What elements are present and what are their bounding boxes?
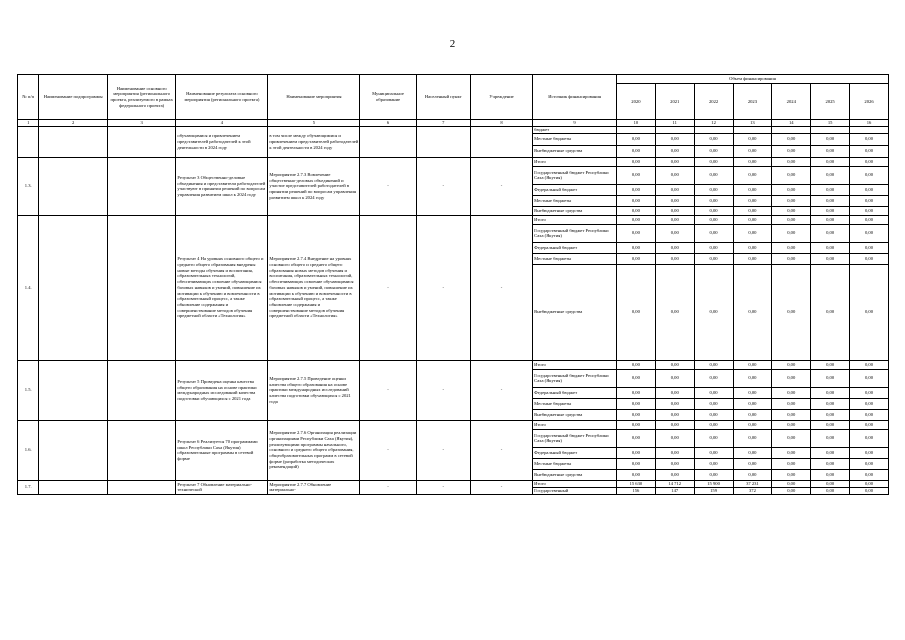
row-value: 0,00 xyxy=(811,469,850,480)
row-event: Мероприятие 2.7.7 Обновление материально- xyxy=(268,480,360,494)
row-value: 0,00 xyxy=(616,157,655,166)
row-source: Итого xyxy=(533,480,617,487)
row-value: 0,00 xyxy=(616,398,655,409)
row-value: 0,00 xyxy=(655,195,694,206)
row-event: Мероприятие 2.7.3 Вовлечение общественно-деловых объединений и участие представителей работодателей в принятии решений по вопросам управления развитием школ к 2024 году xyxy=(268,157,360,215)
row-main-event xyxy=(107,420,175,480)
row-value: 0,00 xyxy=(655,264,694,360)
header-result: Наименование результата основного мероприятия (регионального проекта) xyxy=(176,75,268,120)
column-number: 4 xyxy=(176,120,268,127)
row-source: Федеральный бюджет xyxy=(533,184,617,195)
row-event: Мероприятие 2.7.6 Организация реализации организациями Республики Саха (Якутия), реализующими программы начального, основного и среднего общего образования, общеобразовательных программ в сетевой форме (разработка методических рекомендаций) xyxy=(268,420,360,480)
row-institution: - xyxy=(470,360,532,420)
column-number: 14 xyxy=(772,120,811,127)
row-value: 0,00 xyxy=(811,184,850,195)
row-no: 1.7. xyxy=(18,480,39,494)
row-value: 0,00 xyxy=(616,215,655,224)
row-value: 0,00 xyxy=(616,253,655,264)
row-value: 14 712 xyxy=(655,480,694,487)
row-value: 0,00 xyxy=(850,420,889,429)
row-main-event xyxy=(107,360,175,420)
row-value: 0,00 xyxy=(811,195,850,206)
row-value: 0,00 xyxy=(811,253,850,264)
row-value: 0,00 xyxy=(616,242,655,253)
column-number: 10 xyxy=(616,120,655,127)
row-municipality: - xyxy=(360,480,416,494)
row-value: 0,00 xyxy=(772,409,811,420)
row-municipality: - xyxy=(360,420,416,480)
row-no: 1.4. xyxy=(18,215,39,360)
row-event: Мероприятие 2.7.4 Внедрение на уровнях основного общего и среднего общего образования новых методов обучения и воспитания, образовательных технологий, обеспечивающих освоение обучающимися базовых навыков и умений, повышение их мотивации к обучению и вовлеченности в образовательный процесс, а также обновление содержания и совершенствование методов обучения предметной области «Технология» xyxy=(268,215,360,360)
row-value: 0,00 xyxy=(655,253,694,264)
column-number: 3 xyxy=(107,120,175,127)
row-program xyxy=(39,127,107,158)
row-program xyxy=(39,157,107,215)
table-row xyxy=(18,215,889,224)
row-value: 0,00 xyxy=(733,166,772,184)
row-value: 0,00 xyxy=(655,398,694,409)
header-year: 2025 xyxy=(811,84,850,120)
row-value: 0,00 xyxy=(733,253,772,264)
column-number: 7 xyxy=(416,120,470,127)
row-value: 0,00 xyxy=(811,480,850,487)
row-value: 0,00 xyxy=(733,420,772,429)
row-value: 0,00 xyxy=(655,206,694,215)
row-settlement: - xyxy=(416,157,470,215)
row-value: 0,00 xyxy=(616,458,655,469)
row-value: 0,00 xyxy=(850,458,889,469)
column-number: 15 xyxy=(811,120,850,127)
row-value: 0,00 xyxy=(655,458,694,469)
row-value: 0,00 xyxy=(694,429,733,447)
row-value: 0,00 xyxy=(655,184,694,195)
header-sources: Источник финансирования xyxy=(533,75,617,120)
row-value: 0,00 xyxy=(616,420,655,429)
row-value: 0,00 xyxy=(733,469,772,480)
row-value: 0,00 xyxy=(733,242,772,253)
row-value: 0,00 xyxy=(772,215,811,224)
row-event: в том числе между обучающимися и привлечением представителей работодателей к этой деятельности в 2024 году xyxy=(268,127,360,158)
row-source: Итого xyxy=(533,360,617,369)
row-value: 0,00 xyxy=(772,133,811,145)
row-value: 147 xyxy=(655,487,694,494)
header-year: 2022 xyxy=(694,84,733,120)
row-value: 0,00 xyxy=(772,487,811,494)
row-value: 0,00 xyxy=(850,157,889,166)
row-value: 0,00 xyxy=(655,420,694,429)
column-number: 5 xyxy=(268,120,360,127)
row-source: бюджет xyxy=(533,127,617,134)
row-municipality: - xyxy=(360,360,416,420)
row-result: Результат 7 Обновление материально-технической xyxy=(176,480,268,494)
row-value: 0,00 xyxy=(733,369,772,387)
row-program xyxy=(39,360,107,420)
row-value: 0,00 xyxy=(616,145,655,157)
row-value: 0,00 xyxy=(811,487,850,494)
row-source: Государственный бюджет Республики Саха (Якутия) xyxy=(533,429,617,447)
row-institution: - xyxy=(470,420,532,480)
row-program xyxy=(39,420,107,480)
row-no xyxy=(18,127,39,158)
row-source: Государственный бюджет Республики Саха (Якутия) xyxy=(533,224,617,242)
row-value: 0,00 xyxy=(772,447,811,458)
row-value: 0,00 xyxy=(811,369,850,387)
row-value: 0,00 xyxy=(694,360,733,369)
row-value: 156 xyxy=(616,487,655,494)
row-value: 0,00 xyxy=(733,409,772,420)
column-number: 11 xyxy=(655,120,694,127)
row-value: 0,00 xyxy=(694,133,733,145)
row-value: 159 xyxy=(694,487,733,494)
row-value: 0,00 xyxy=(850,133,889,145)
row-institution: - xyxy=(470,480,532,494)
row-value: 0,00 xyxy=(850,447,889,458)
row-value xyxy=(694,127,733,134)
row-settlement: - xyxy=(416,360,470,420)
row-value: 0,00 xyxy=(616,184,655,195)
row-value: 0,00 xyxy=(811,224,850,242)
row-no: 1.5. xyxy=(18,360,39,420)
row-value: 0,00 xyxy=(811,242,850,253)
row-value: 0,00 xyxy=(850,166,889,184)
row-value: 0,00 xyxy=(772,166,811,184)
row-value xyxy=(733,127,772,134)
row-value: 0,00 xyxy=(616,387,655,398)
row-value: 0,00 xyxy=(733,206,772,215)
column-number: 1 xyxy=(18,120,39,127)
row-value: 0,00 xyxy=(733,184,772,195)
row-value: 0,00 xyxy=(850,480,889,487)
row-value: 0,00 xyxy=(655,360,694,369)
row-value: 0,00 xyxy=(733,195,772,206)
row-value: 0,00 xyxy=(733,447,772,458)
row-institution xyxy=(470,127,532,158)
row-value: 0,00 xyxy=(616,469,655,480)
row-value: 0,00 xyxy=(811,133,850,145)
row-value: 0,00 xyxy=(694,224,733,242)
row-source: Местные бюджеты xyxy=(533,253,617,264)
row-value: 0,00 xyxy=(694,409,733,420)
header-municipality: Муниципальное образование xyxy=(360,75,416,120)
row-value: 0,00 xyxy=(655,429,694,447)
row-value: 0,00 xyxy=(616,360,655,369)
row-value: 15 900 xyxy=(694,480,733,487)
row-value: 0,00 xyxy=(733,215,772,224)
row-value xyxy=(772,127,811,134)
row-value: 0,00 xyxy=(694,184,733,195)
row-value: 0,00 xyxy=(811,215,850,224)
row-result: обучающимися и привлечением представителей работодателей к этой деятельности в 2024 году xyxy=(176,127,268,158)
row-value: 0,00 xyxy=(850,195,889,206)
table-row xyxy=(18,157,889,166)
row-value: 0,00 xyxy=(811,420,850,429)
row-source: Внебюджетные средства xyxy=(533,469,617,480)
column-number: 16 xyxy=(850,120,889,127)
row-value: 0,00 xyxy=(811,145,850,157)
row-program xyxy=(39,215,107,360)
row-value: 0,00 xyxy=(772,224,811,242)
row-value: 0,00 xyxy=(772,253,811,264)
table-row xyxy=(18,420,889,429)
row-source: Итого xyxy=(533,420,617,429)
row-value: 0,00 xyxy=(850,253,889,264)
row-value: 0,00 xyxy=(772,480,811,487)
row-source: Внебюджетные средства xyxy=(533,264,617,360)
row-value: 0,00 xyxy=(694,264,733,360)
row-value: 372 xyxy=(733,487,772,494)
row-source: Внебюджетные средства xyxy=(533,145,617,157)
row-value: 0,00 xyxy=(811,458,850,469)
row-main-event xyxy=(107,480,175,494)
header-event: Наименование мероприятия xyxy=(268,75,360,120)
table-row xyxy=(18,480,889,487)
row-value: 0,00 xyxy=(772,157,811,166)
header-main-event: Наименование основного мероприятия (регионального проекта, реализуемого в рамках федерального проекта) xyxy=(107,75,175,120)
row-value: 0,00 xyxy=(655,387,694,398)
row-value: 0,00 xyxy=(850,387,889,398)
table-row xyxy=(18,360,889,369)
header-year: 2020 xyxy=(616,84,655,120)
row-source: Государственный бюджет Республики Саха (Якутия) xyxy=(533,369,617,387)
header-year: 2023 xyxy=(733,84,772,120)
row-municipality: - xyxy=(360,157,416,215)
row-value: 0,00 xyxy=(694,215,733,224)
row-value: 0,00 xyxy=(616,133,655,145)
row-value: 0,00 xyxy=(655,409,694,420)
row-value: 0,00 xyxy=(733,360,772,369)
row-value: 0,00 xyxy=(850,224,889,242)
row-value: 0,00 xyxy=(655,369,694,387)
row-source: Внебюджетные средства xyxy=(533,206,617,215)
row-value: 0,00 xyxy=(811,429,850,447)
row-source: Внебюджетные средства xyxy=(533,409,617,420)
row-value: 0,00 xyxy=(811,206,850,215)
row-value: 0,00 xyxy=(694,166,733,184)
row-settlement: - xyxy=(416,480,470,494)
row-value: 0,00 xyxy=(694,195,733,206)
row-value: 0,00 xyxy=(811,360,850,369)
row-value: 0,00 xyxy=(733,458,772,469)
row-main-event xyxy=(107,215,175,360)
row-value xyxy=(811,127,850,134)
row-value: 0,00 xyxy=(694,420,733,429)
row-value: 0,00 xyxy=(733,224,772,242)
row-value: 0,00 xyxy=(850,487,889,494)
row-result: Результат 6 Реализуется 70 программами школ Республики Саха (Якутия) образовательные программы в сетевой форме xyxy=(176,420,268,480)
row-value: 0,00 xyxy=(616,206,655,215)
row-value: 0,00 xyxy=(850,398,889,409)
row-value: 0,00 xyxy=(811,264,850,360)
row-value: 0,00 xyxy=(733,133,772,145)
row-value: 0,00 xyxy=(616,166,655,184)
row-value: 0,00 xyxy=(655,157,694,166)
row-value: 0,00 xyxy=(655,166,694,184)
row-main-event xyxy=(107,127,175,158)
row-value: 0,00 xyxy=(694,387,733,398)
row-value: 0,00 xyxy=(850,184,889,195)
row-value: 0,00 xyxy=(772,369,811,387)
row-value: 0,00 xyxy=(811,166,850,184)
row-source: Государственный бюджет Республики Саха (Якутия) xyxy=(533,166,617,184)
row-value: 0,00 xyxy=(733,145,772,157)
row-institution: - xyxy=(470,215,532,360)
row-result: Результат 5 Проведена оценка качества общего образования на основе практики международных исследований качества подготовки обучающихся с 2021 года xyxy=(176,360,268,420)
row-value: 0,00 xyxy=(616,224,655,242)
row-value: 0,00 xyxy=(655,133,694,145)
row-value: 0,00 xyxy=(772,458,811,469)
row-value: 0,00 xyxy=(694,469,733,480)
row-value: 0,00 xyxy=(733,264,772,360)
row-source: Федеральный бюджет xyxy=(533,242,617,253)
header-funding: Объем финансирования xyxy=(616,75,888,84)
column-number: 12 xyxy=(694,120,733,127)
row-value: 0,00 xyxy=(811,447,850,458)
row-source: Местные бюджеты xyxy=(533,133,617,145)
row-settlement xyxy=(416,127,470,158)
row-value: 0,00 xyxy=(694,447,733,458)
row-value: 0,00 xyxy=(811,157,850,166)
row-value: 0,00 xyxy=(616,429,655,447)
table-row xyxy=(18,127,889,134)
row-value: 0,00 xyxy=(655,145,694,157)
row-value: 0,00 xyxy=(772,420,811,429)
row-event: Мероприятие 2.7.5 Проведение оценки качества общего образования на основе практики международных исследований качества подготовки обучающихся с 2021 года xyxy=(268,360,360,420)
row-value: 0,00 xyxy=(694,242,733,253)
row-value: 0,00 xyxy=(772,398,811,409)
row-value: 0,00 xyxy=(655,242,694,253)
row-value: 0,00 xyxy=(694,398,733,409)
row-value: 0,00 xyxy=(655,224,694,242)
row-value: 0,00 xyxy=(772,195,811,206)
row-value xyxy=(616,127,655,134)
row-value: 0,00 xyxy=(850,469,889,480)
header-row-1 xyxy=(18,75,889,84)
row-source: Местные бюджеты xyxy=(533,458,617,469)
row-value: 37 231 xyxy=(733,480,772,487)
header-year: 2024 xyxy=(772,84,811,120)
row-source: Государственный xyxy=(533,487,617,494)
row-value: 0,00 xyxy=(772,145,811,157)
row-value: 0,00 xyxy=(694,369,733,387)
header-settlement: Населенный пункт xyxy=(416,75,470,120)
row-settlement: - xyxy=(416,420,470,480)
row-value: 0,00 xyxy=(850,264,889,360)
row-value: 0,00 xyxy=(811,398,850,409)
row-value: 0,00 xyxy=(850,409,889,420)
header-institution: Учреждение xyxy=(470,75,532,120)
row-value: 0,00 xyxy=(733,387,772,398)
row-source: Местные бюджеты xyxy=(533,195,617,206)
row-value xyxy=(850,127,889,134)
row-source: Федеральный бюджет xyxy=(533,447,617,458)
row-value: 0,00 xyxy=(694,253,733,264)
row-value: 0,00 xyxy=(772,360,811,369)
row-value: 0,00 xyxy=(733,429,772,447)
row-value: 0,00 xyxy=(616,369,655,387)
funding-table xyxy=(17,74,889,495)
row-value: 0,00 xyxy=(772,387,811,398)
row-value: 0,00 xyxy=(850,215,889,224)
row-value: 0,00 xyxy=(616,447,655,458)
header-year: 2026 xyxy=(850,84,889,120)
row-value: 0,00 xyxy=(694,157,733,166)
row-value: 0,00 xyxy=(811,387,850,398)
row-source: Итого xyxy=(533,215,617,224)
row-value: 0,00 xyxy=(694,206,733,215)
row-municipality: - xyxy=(360,215,416,360)
row-value: 0,00 xyxy=(772,242,811,253)
row-settlement: - xyxy=(416,215,470,360)
row-value: 0,00 xyxy=(772,469,811,480)
row-value: 0,00 xyxy=(616,409,655,420)
row-value: 0,00 xyxy=(616,195,655,206)
row-value: 0,00 xyxy=(772,264,811,360)
row-value: 0,00 xyxy=(772,206,811,215)
row-value: 0,00 xyxy=(850,369,889,387)
row-no: 1.6. xyxy=(18,420,39,480)
row-value: 0,00 xyxy=(733,398,772,409)
row-value: 0,00 xyxy=(733,157,772,166)
column-number: 8 xyxy=(470,120,532,127)
row-value: 0,00 xyxy=(694,145,733,157)
column-number: 2 xyxy=(39,120,107,127)
row-value: 15 630 xyxy=(616,480,655,487)
row-result: Результат 4 На уровнях основного общего и среднего общего образования внедрены новые методы обучения и воспитания, образовательных технологий, обеспечивающих освоение обучающимися базовых навыков и умений, повышение их мотивации к обучению и вовлеченности в образовательный процесс, а также обновление содержания и совершенствование методов обучения предметной области «Технология» xyxy=(176,215,268,360)
row-institution: - xyxy=(470,157,532,215)
row-value xyxy=(655,127,694,134)
row-value: 0,00 xyxy=(850,429,889,447)
row-program xyxy=(39,480,107,494)
row-result: Результат 3 Общественно-деловые объединения и представители работодателей участвуют в принятии решений по вопросам управления развитием школ к 2024 году xyxy=(176,157,268,215)
header-no: № п/п xyxy=(18,75,39,120)
row-value: 0,00 xyxy=(772,184,811,195)
row-source: Итого xyxy=(533,157,617,166)
row-value: 0,00 xyxy=(655,447,694,458)
row-no: 1.3. xyxy=(18,157,39,215)
row-value: 0,00 xyxy=(811,409,850,420)
page-number: 2 xyxy=(449,38,456,50)
row-value: 0,00 xyxy=(850,145,889,157)
header-year: 2021 xyxy=(655,84,694,120)
row-value: 0,00 xyxy=(850,360,889,369)
row-value: 0,00 xyxy=(655,469,694,480)
row-value: 0,00 xyxy=(772,429,811,447)
row-value: 0,00 xyxy=(850,242,889,253)
row-source: Местные бюджеты xyxy=(533,398,617,409)
row-value: 0,00 xyxy=(694,458,733,469)
column-number: 9 xyxy=(533,120,617,127)
column-number: 6 xyxy=(360,120,416,127)
header-program: Наименование подпрограммы xyxy=(39,75,107,120)
row-value: 0,00 xyxy=(616,264,655,360)
row-value: 0,00 xyxy=(655,215,694,224)
row-municipality xyxy=(360,127,416,158)
column-number: 13 xyxy=(733,120,772,127)
row-source: Федеральный бюджет xyxy=(533,387,617,398)
row-main-event xyxy=(107,157,175,215)
row-value: 0,00 xyxy=(850,206,889,215)
column-numbers-row xyxy=(18,120,889,127)
